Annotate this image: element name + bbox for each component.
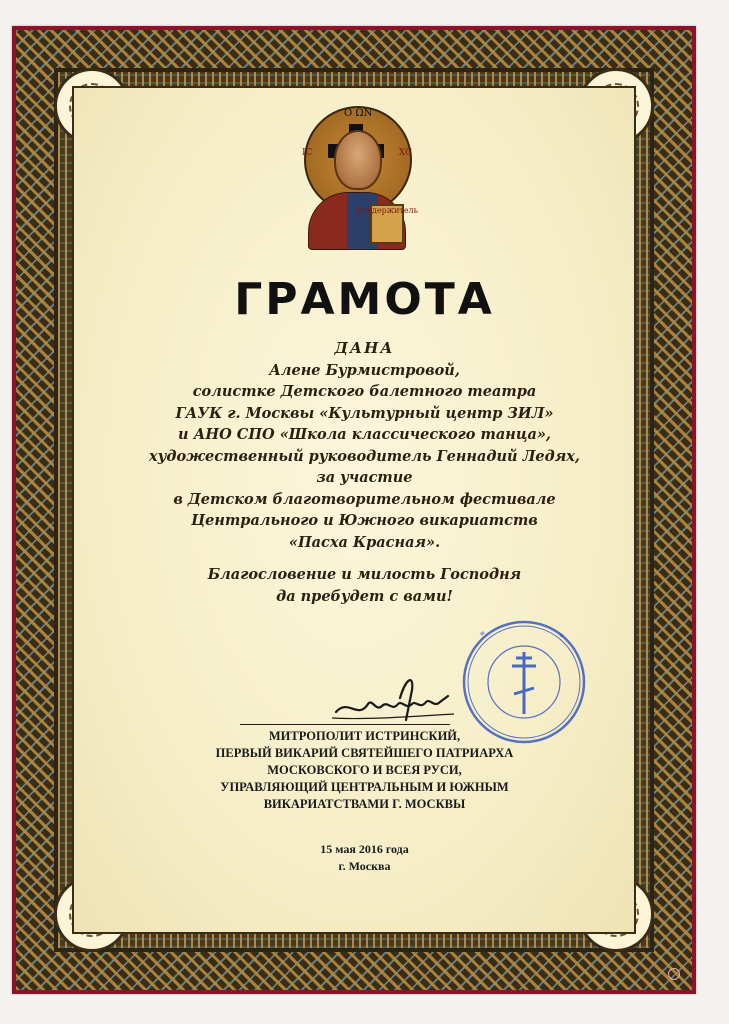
body-line: за участие (316, 469, 413, 486)
body-line: «Пасха Красная». (288, 533, 441, 551)
blessing-text (0, 564, 729, 608)
certificate-title: ГРАМОТА (234, 274, 495, 325)
christ-pantocrator-icon (302, 106, 418, 248)
icon-label-right: XC (398, 148, 412, 158)
blessing-line: Благословение и милость Господня (207, 566, 522, 583)
face-icon (334, 130, 382, 190)
body-line: Центрального и Южного викариатств (191, 512, 538, 529)
blessing-line: да пребудет с вами! (276, 588, 453, 605)
signatory-line: МОСКОВСКОГО И ВСЕЯ РУСИ, (267, 763, 462, 777)
issue-date: 15 мая 2016 года (320, 842, 409, 856)
body-line: в Детском благотворительном фестивале (173, 490, 556, 508)
signatory-block (0, 724, 729, 813)
signatory-line: ВИКАРИАТСТВАМИ Г. МОСКВЫ (263, 797, 466, 811)
icon-label-top: Ο ΩΝ (344, 108, 373, 119)
body-line: ГАУК г. Москвы «Культурный центр ЗИЛ» (175, 404, 554, 422)
registration-mark-icon (668, 968, 680, 980)
body-line: художественный руководитель Геннадий Ледях, (149, 447, 580, 465)
recipient-name: Алене Бурмистровой, (269, 361, 460, 379)
issue-place: г. Москва (338, 859, 391, 873)
signature-rule (240, 724, 450, 725)
issue-date-block (0, 841, 729, 875)
signature-icon (328, 668, 458, 728)
icon-label-bottom: Вседержитель (356, 206, 418, 215)
body-line: солистке Детского балетного театра (192, 383, 537, 400)
signatory-line: МИТРОПОЛИТ ИСТРИНСКИЙ, (268, 729, 461, 743)
icon-label-left: IC (302, 148, 313, 158)
signatory-line: ПЕРВЫЙ ВИКАРИЙ СВЯТЕЙШЕГО ПАТРИАРХА (215, 746, 514, 760)
signatory-line: УПРАВЛЯЮЩИЙ ЦЕНТРАЛЬНЫМ И ЮЖНЫМ (220, 780, 509, 794)
certificate-body (0, 338, 729, 553)
awarded-label: ДАНА (334, 339, 395, 357)
body-line: и АНО СПО «Школа классического танца», (178, 426, 551, 443)
